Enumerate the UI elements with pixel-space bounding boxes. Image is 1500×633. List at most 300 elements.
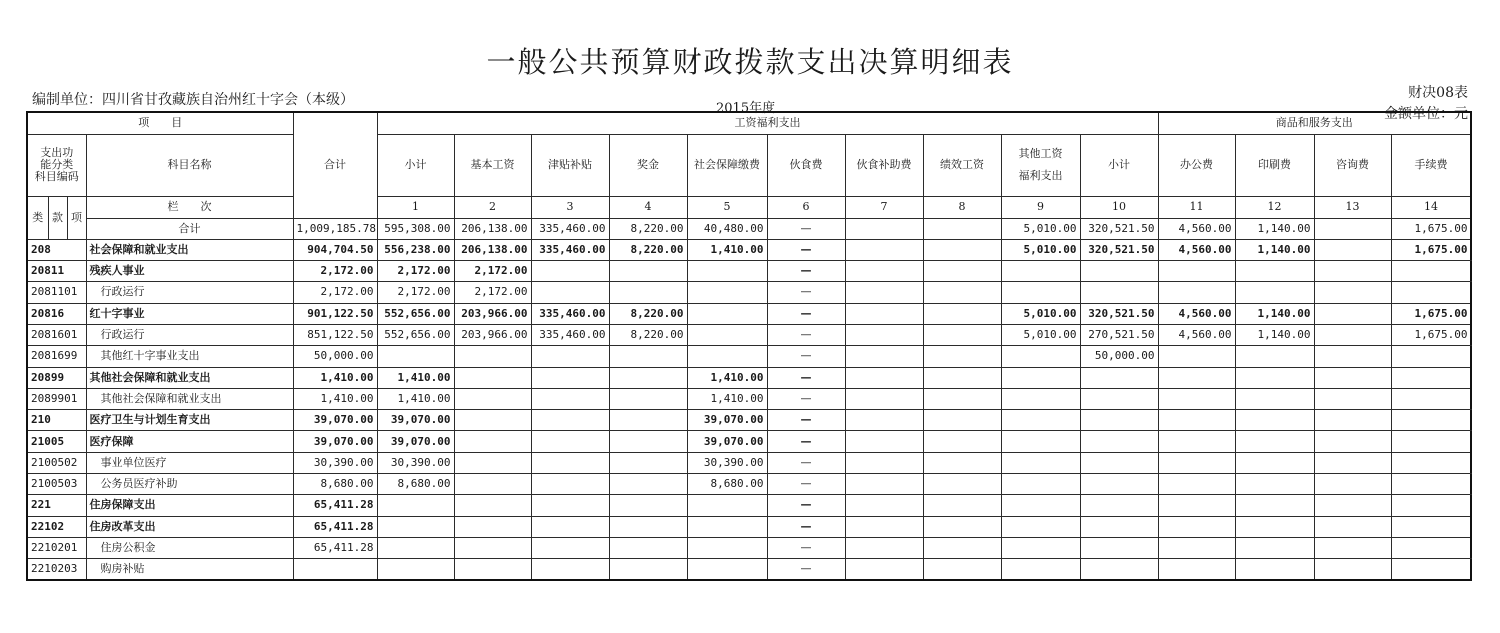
cell-col-9: [923, 410, 1001, 431]
cell-col-14: [1314, 537, 1391, 558]
cell-col-10: [1001, 559, 1080, 580]
subject-name: 行政运行: [86, 282, 293, 303]
cell-col-1: 65,411.28: [293, 495, 377, 516]
cell-col-8: [845, 324, 923, 345]
cell-col-4: [531, 431, 609, 452]
table-row: [27, 410, 1471, 431]
subject-code: 2089901: [27, 388, 86, 409]
cell-col-12: [1158, 388, 1235, 409]
goods-subtotal-header: 小计: [1080, 134, 1158, 196]
cell-col-15: [1391, 261, 1471, 282]
cell-col-6: [687, 516, 767, 537]
cell-col-10: [1001, 537, 1080, 558]
cell-col-4: [531, 559, 609, 580]
cell-col-4: [531, 367, 609, 388]
cell-col-1: 1,410.00: [293, 367, 377, 388]
cell-col-3: 2,172.00: [454, 282, 531, 303]
cell-col-7: —: [767, 388, 845, 409]
cell-col-13: 1,140.00: [1235, 303, 1314, 324]
cell-col-13: [1235, 495, 1314, 516]
cell-col-14: [1314, 282, 1391, 303]
cell-col-8: [845, 559, 923, 580]
cell-col-10: [1001, 261, 1080, 282]
cell-col-15: 1,675.00: [1391, 239, 1471, 260]
cell-col-6: [687, 559, 767, 580]
col-number-13: 13: [1314, 196, 1391, 218]
cell-col-3: [454, 410, 531, 431]
cell-col-2: 1,410.00: [377, 367, 454, 388]
table-row: [27, 239, 1471, 260]
table-row: [27, 346, 1471, 367]
cell-col-12: [1158, 346, 1235, 367]
cell-col-3: [454, 367, 531, 388]
cell-col-14: [1314, 303, 1391, 324]
cell-col-12: 4,560.00: [1158, 218, 1235, 239]
col-number-14: 14: [1391, 196, 1471, 218]
cell-col-3: [454, 346, 531, 367]
subject-name: 其他社会保障和就业支出: [86, 367, 293, 388]
cell-col-5: [609, 537, 687, 558]
lei-header: 类: [27, 196, 48, 239]
subject-code: 2081601: [27, 324, 86, 345]
subject-name: 事业单位医疗: [86, 452, 293, 473]
meal-subsidy-header: 伙食补助费: [845, 134, 923, 196]
subject-code: 21005: [27, 431, 86, 452]
meal-fee-header: 伙食费: [767, 134, 845, 196]
cell-col-11: 320,521.50: [1080, 239, 1158, 260]
subject-code: 22102: [27, 516, 86, 537]
cell-col-4: [531, 474, 609, 495]
cell-col-11: 320,521.50: [1080, 303, 1158, 324]
cell-col-12: [1158, 516, 1235, 537]
cell-col-10: [1001, 388, 1080, 409]
subject-name: 住房公积金: [86, 537, 293, 558]
money-unit: 金额单位：元: [1384, 106, 1468, 122]
performance-pay-header: 绩效工资: [923, 134, 1001, 196]
cell-col-4: 335,460.00: [531, 218, 609, 239]
cell-col-7: —: [767, 474, 845, 495]
cell-col-12: [1158, 410, 1235, 431]
table-row: [27, 452, 1471, 473]
cell-col-11: [1080, 367, 1158, 388]
cell-col-1: [293, 559, 377, 580]
cell-col-3: [454, 388, 531, 409]
cell-col-2: 8,680.00: [377, 474, 454, 495]
cell-col-8: [845, 346, 923, 367]
subject-code: 2100502: [27, 452, 86, 473]
subject-name: 购房补贴: [86, 559, 293, 580]
social-security-header: 社会保障缴费: [687, 134, 767, 196]
cell-col-6: 39,070.00: [687, 431, 767, 452]
cell-col-14: [1314, 410, 1391, 431]
cell-col-6: 40,480.00: [687, 218, 767, 239]
office-fee-header: 办公费: [1158, 134, 1235, 196]
cell-col-3: 206,138.00: [454, 239, 531, 260]
cell-col-11: 320,521.50: [1080, 218, 1158, 239]
cell-col-12: 4,560.00: [1158, 324, 1235, 345]
cell-col-10: 5,010.00: [1001, 324, 1080, 345]
col-number-6: 6: [767, 196, 845, 218]
subject-name: 住房改革支出: [86, 516, 293, 537]
cell-col-13: [1235, 367, 1314, 388]
subject-code: 2210201: [27, 537, 86, 558]
report-year: 2015年度: [716, 101, 776, 116]
cell-col-6: [687, 537, 767, 558]
cell-col-4: [531, 516, 609, 537]
cell-col-14: [1314, 431, 1391, 452]
cell-col-9: [923, 303, 1001, 324]
header-row-1: [27, 112, 1471, 134]
cell-col-10: [1001, 495, 1080, 516]
col-number-4: 4: [609, 196, 687, 218]
cell-col-15: [1391, 537, 1471, 558]
cell-col-5: [609, 474, 687, 495]
cell-col-11: [1080, 537, 1158, 558]
cell-col-5: [609, 431, 687, 452]
cell-col-7: —: [767, 537, 845, 558]
table-row: [27, 431, 1471, 452]
cell-col-14: [1314, 367, 1391, 388]
cell-col-14: [1314, 261, 1391, 282]
subject-name: 医疗卫生与计划生育支出: [86, 410, 293, 431]
cell-col-5: [609, 495, 687, 516]
cell-col-13: [1235, 474, 1314, 495]
cell-col-14: [1314, 346, 1391, 367]
cell-col-13: [1235, 537, 1314, 558]
cell-col-9: [923, 474, 1001, 495]
cell-col-15: [1391, 282, 1471, 303]
cell-col-8: [845, 282, 923, 303]
header-row-2: [27, 134, 1471, 196]
cell-col-14: [1314, 474, 1391, 495]
subject-code: 221: [27, 495, 86, 516]
cell-col-10: 5,010.00: [1001, 239, 1080, 260]
kuan-header: 款: [48, 196, 67, 239]
cell-col-15: [1391, 367, 1471, 388]
salary-group-header: 工资福利支出: [377, 112, 1158, 134]
cell-col-10: 5,010.00: [1001, 303, 1080, 324]
cell-col-2: [377, 495, 454, 516]
total-header: 合计: [293, 112, 377, 218]
cell-col-2: [377, 537, 454, 558]
total-row: [27, 218, 1471, 239]
cell-col-15: [1391, 388, 1471, 409]
cell-col-4: [531, 282, 609, 303]
cell-col-5: [609, 410, 687, 431]
table-row: [27, 261, 1471, 282]
cell-col-13: [1235, 516, 1314, 537]
cell-col-9: [923, 537, 1001, 558]
cell-col-1: 39,070.00: [293, 431, 377, 452]
cell-col-15: [1391, 346, 1471, 367]
cell-col-4: [531, 261, 609, 282]
cell-col-7: —: [767, 452, 845, 473]
subject-code: 2081699: [27, 346, 86, 367]
cell-col-6: [687, 324, 767, 345]
cell-col-12: [1158, 367, 1235, 388]
cell-col-11: [1080, 495, 1158, 516]
cell-col-6: 1,410.00: [687, 239, 767, 260]
cell-col-9: [923, 495, 1001, 516]
cell-col-12: [1158, 452, 1235, 473]
table-row: [27, 303, 1471, 324]
col-number-9: 9: [1001, 196, 1080, 218]
cell-col-4: [531, 410, 609, 431]
cell-col-8: [845, 303, 923, 324]
column-index-header: 栏 次: [86, 196, 293, 218]
table-row: [27, 516, 1471, 537]
subject-name-header: 科目名称: [86, 134, 293, 196]
cell-col-5: [609, 388, 687, 409]
cell-col-15: [1391, 559, 1471, 580]
cell-col-9: [923, 218, 1001, 239]
cell-col-1: 904,704.50: [293, 239, 377, 260]
cell-col-3: [454, 431, 531, 452]
cell-col-13: [1235, 282, 1314, 303]
col-number-3: 3: [531, 196, 609, 218]
cell-col-8: [845, 388, 923, 409]
cell-col-8: [845, 431, 923, 452]
cell-col-7: —: [767, 431, 845, 452]
col-number-1: 1: [377, 196, 454, 218]
table-row: [27, 559, 1471, 580]
cell-col-6: 30,390.00: [687, 452, 767, 473]
cell-col-14: [1314, 559, 1391, 580]
cell-col-4: 335,460.00: [531, 239, 609, 260]
cell-col-14: [1314, 239, 1391, 260]
cell-col-7: —: [767, 559, 845, 580]
reporting-unit: 编制单位：四川省甘孜藏族自治州红十字会（本级）: [32, 92, 354, 108]
col-number-7: 7: [845, 196, 923, 218]
cell-col-11: [1080, 410, 1158, 431]
table-row: [27, 495, 1471, 516]
cell-col-14: [1314, 452, 1391, 473]
cell-col-4: [531, 537, 609, 558]
cell-col-3: [454, 516, 531, 537]
cell-col-9: [923, 346, 1001, 367]
cell-col-8: [845, 261, 923, 282]
cell-col-7: —: [767, 346, 845, 367]
cell-col-15: 1,675.00: [1391, 218, 1471, 239]
cell-col-15: 1,675.00: [1391, 303, 1471, 324]
col-number-5: 5: [687, 196, 767, 218]
report-title: 一般公共预算财政拨款支出决算明细表: [486, 45, 1014, 79]
cell-col-6: 1,410.00: [687, 388, 767, 409]
cell-col-15: [1391, 410, 1471, 431]
table-row: [27, 388, 1471, 409]
cell-col-3: [454, 495, 531, 516]
cell-col-12: 4,560.00: [1158, 239, 1235, 260]
expenditure-table: [26, 111, 1472, 581]
cell-col-4: 335,460.00: [531, 303, 609, 324]
cell-col-9: [923, 261, 1001, 282]
cell-col-6: [687, 282, 767, 303]
subject-code: 208: [27, 239, 86, 260]
cell-col-12: 4,560.00: [1158, 303, 1235, 324]
cell-col-2: 1,410.00: [377, 388, 454, 409]
cell-col-15: [1391, 431, 1471, 452]
cell-col-9: [923, 324, 1001, 345]
cell-col-14: [1314, 388, 1391, 409]
cell-col-6: 39,070.00: [687, 410, 767, 431]
subject-name: 公务员医疗补助: [86, 474, 293, 495]
cell-col-2: 2,172.00: [377, 282, 454, 303]
cell-col-1: 901,122.50: [293, 303, 377, 324]
cell-col-7: —: [767, 261, 845, 282]
cell-col-13: [1235, 261, 1314, 282]
cell-col-11: 270,521.50: [1080, 324, 1158, 345]
subject-name: 合计: [86, 218, 293, 239]
col-number-2: 2: [454, 196, 531, 218]
table-row: [27, 474, 1471, 495]
cell-col-15: [1391, 474, 1471, 495]
cell-col-3: [454, 537, 531, 558]
cell-col-3: 203,966.00: [454, 324, 531, 345]
subject-name: 红十字事业: [86, 303, 293, 324]
function-code-line-3: 科目编码: [34, 170, 79, 184]
cell-col-5: 8,220.00: [609, 303, 687, 324]
cell-col-5: [609, 452, 687, 473]
cell-col-5: 8,220.00: [609, 218, 687, 239]
subject-name: 住房保障支出: [86, 495, 293, 516]
cell-col-5: 8,220.00: [609, 239, 687, 260]
cell-col-7: —: [767, 410, 845, 431]
cell-col-13: [1235, 388, 1314, 409]
cell-col-14: [1314, 516, 1391, 537]
printing-fee-header: 印刷费: [1235, 134, 1314, 196]
subject-name: 行政运行: [86, 324, 293, 345]
cell-col-10: [1001, 410, 1080, 431]
cell-col-6: [687, 346, 767, 367]
cell-col-13: [1235, 346, 1314, 367]
subject-code: 2100503: [27, 474, 86, 495]
cell-col-2: [377, 516, 454, 537]
table-row: [27, 367, 1471, 388]
cell-col-12: [1158, 474, 1235, 495]
other-salary-header: [1001, 134, 1080, 196]
other-salary-line-1: 其他工资: [1018, 146, 1063, 160]
cell-col-4: [531, 452, 609, 473]
cell-col-14: [1314, 495, 1391, 516]
cell-col-14: [1314, 218, 1391, 239]
cell-col-13: [1235, 410, 1314, 431]
cell-col-8: [845, 474, 923, 495]
cell-col-11: 50,000.00: [1080, 346, 1158, 367]
subject-code: 2081101: [27, 282, 86, 303]
cell-col-1: 65,411.28: [293, 516, 377, 537]
consulting-fee-header: 咨询费: [1314, 134, 1391, 196]
cell-col-12: [1158, 282, 1235, 303]
table-row: [27, 537, 1471, 558]
cell-col-12: [1158, 559, 1235, 580]
subject-code: 210: [27, 410, 86, 431]
cell-col-8: [845, 410, 923, 431]
bonus-header: 奖金: [609, 134, 687, 196]
cell-col-4: 335,460.00: [531, 324, 609, 345]
cell-col-15: [1391, 495, 1471, 516]
cell-col-3: [454, 559, 531, 580]
cell-col-5: [609, 346, 687, 367]
cell-col-7: —: [767, 218, 845, 239]
cell-col-4: [531, 388, 609, 409]
other-salary-line-2: 福利支出: [1018, 169, 1063, 182]
cell-col-10: [1001, 516, 1080, 537]
cell-col-1: 39,070.00: [293, 410, 377, 431]
cell-col-13: [1235, 452, 1314, 473]
table-row: [27, 282, 1471, 303]
cell-col-11: [1080, 282, 1158, 303]
cell-col-11: [1080, 474, 1158, 495]
cell-col-11: [1080, 431, 1158, 452]
cell-col-4: [531, 346, 609, 367]
cell-col-7: —: [767, 303, 845, 324]
project-header: 项 目: [27, 112, 293, 134]
cell-col-5: [609, 559, 687, 580]
cell-col-6: [687, 261, 767, 282]
col-number-8: 8: [923, 196, 1001, 218]
cell-col-11: [1080, 261, 1158, 282]
function-code-header: [27, 134, 86, 196]
cell-col-2: 595,308.00: [377, 218, 454, 239]
cell-col-1: 65,411.28: [293, 537, 377, 558]
cell-col-5: [609, 367, 687, 388]
cell-col-9: [923, 282, 1001, 303]
allowance-header: 津贴补贴: [531, 134, 609, 196]
function-code-line-1: 支出功: [40, 145, 74, 159]
cell-col-12: [1158, 261, 1235, 282]
cell-col-7: —: [767, 495, 845, 516]
cell-col-5: [609, 261, 687, 282]
cell-col-5: 8,220.00: [609, 324, 687, 345]
basic-salary-header: 基本工资: [454, 134, 531, 196]
cell-col-8: [845, 218, 923, 239]
cell-col-1: 30,390.00: [293, 452, 377, 473]
cell-col-2: 39,070.00: [377, 431, 454, 452]
cell-col-12: [1158, 495, 1235, 516]
cell-col-2: [377, 559, 454, 580]
cell-col-10: [1001, 346, 1080, 367]
cell-col-2: 552,656.00: [377, 303, 454, 324]
cell-col-3: 203,966.00: [454, 303, 531, 324]
cell-col-5: [609, 516, 687, 537]
cell-col-15: [1391, 452, 1471, 473]
subject-code: 20899: [27, 367, 86, 388]
cell-col-8: [845, 239, 923, 260]
cell-col-9: [923, 559, 1001, 580]
cell-col-2: 39,070.00: [377, 410, 454, 431]
cell-col-11: [1080, 388, 1158, 409]
cell-col-4: [531, 495, 609, 516]
cell-col-13: 1,140.00: [1235, 239, 1314, 260]
cell-col-14: [1314, 324, 1391, 345]
header-row-3: [27, 196, 1471, 218]
cell-col-11: [1080, 516, 1158, 537]
cell-col-13: 1,140.00: [1235, 218, 1314, 239]
cell-col-11: [1080, 452, 1158, 473]
cell-col-7: —: [767, 367, 845, 388]
subject-code: 2210203: [27, 559, 86, 580]
cell-col-10: [1001, 452, 1080, 473]
col-number-12: 12: [1235, 196, 1314, 218]
cell-col-3: [454, 474, 531, 495]
cell-col-1: 1,410.00: [293, 388, 377, 409]
table-number: 财决08表: [1408, 85, 1468, 101]
cell-col-2: 552,656.00: [377, 324, 454, 345]
cell-col-1: 2,172.00: [293, 282, 377, 303]
cell-col-9: [923, 431, 1001, 452]
cell-col-9: [923, 388, 1001, 409]
cell-col-15: 1,675.00: [1391, 324, 1471, 345]
